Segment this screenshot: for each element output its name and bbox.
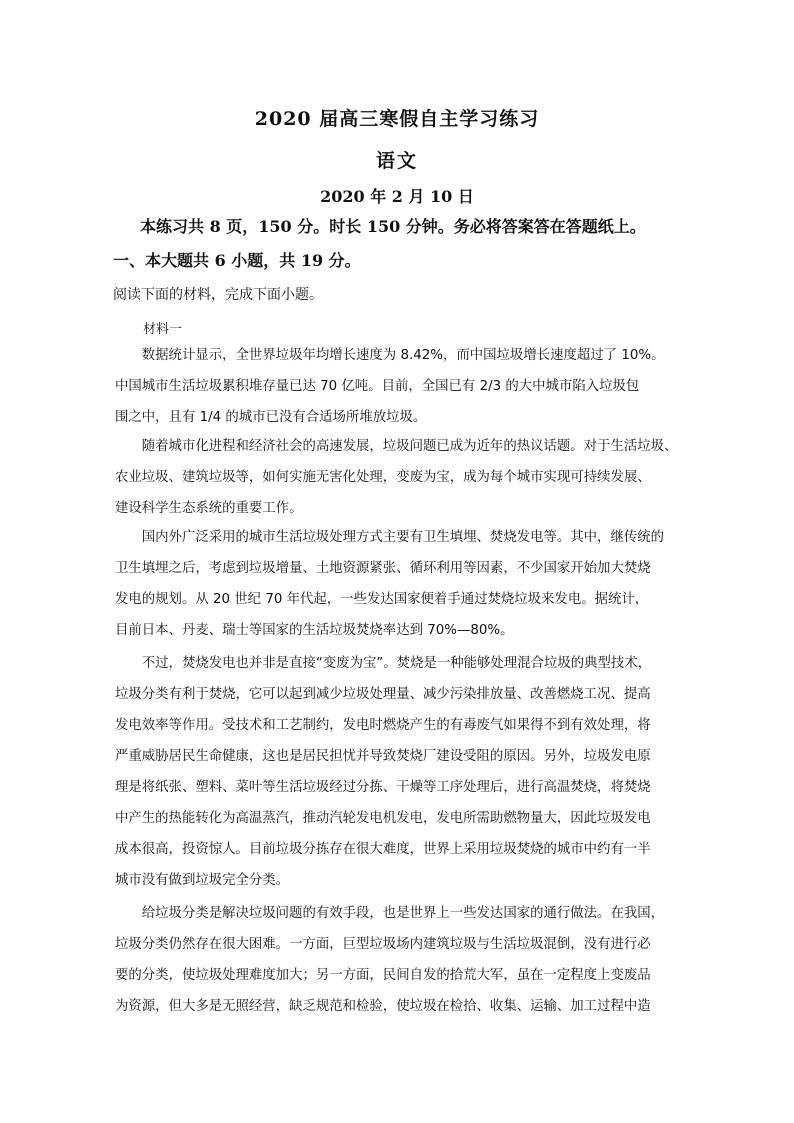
passage-line: 垃圾分类有利于焚烧，它可以起到减少垃圾处理量、减少污染排放量、改善燃烧工况、提高 <box>115 687 651 702</box>
passage-line: 卫生填埋之后，考虑到垃圾增量、土地资源紧张、循环利用等因素，不少国家开始加大焚烧 <box>115 561 651 576</box>
passage-line: 目前日本、丹麦、瑞士等国家的生活垃圾焚烧率达到 70%—80%。 <box>115 623 514 638</box>
passage-line: 城市没有做到垃圾完全分类。 <box>115 873 290 888</box>
exam-instructions: 本练习共 8 页，150 分。时长 150 分钟。务必将答案答在答题纸上。 <box>140 217 646 236</box>
document-title: 2020 届高三寒假自主学习练习 <box>254 108 540 130</box>
passage-line: 严重威胁居民生命健康，这也是居民担忧并导致焚烧厂建设受阻的原因。另外，垃圾发电原 <box>115 749 651 764</box>
passage-line: 发电的规划。从 20 世纪 70 年代起，一些发达国家便着手通过焚烧垃圾来发电。据统计， <box>115 592 649 607</box>
passage-line: 中国城市生活垃圾累积堆存量已达 70 亿吨。目前，全国已有 2/3 的大中城市陷入垃圾包 <box>115 379 640 394</box>
passage-line: 发电效率等作用。受技术和工艺制约，发电时燃烧产生的有毒废气如果得不到有效处理，将 <box>115 718 651 733</box>
passage-line: 随着城市化进程和经济社会的高速发展，垃圾问题已成为近年的热议话题。对于生活垃圾、 <box>115 439 678 454</box>
passage-line: 要的分类，使垃圾处理难度加大；另一方面，民间自发的拾荒大军，虽在一定程度上变废品 <box>115 968 651 983</box>
passage-line: 理是将纸张、塑料、菜叶等生活垃圾经过分拣、干燥等工序处理后，进行高温焚烧，将焚烧 <box>115 780 651 795</box>
passage-line: 垃圾分类仍然存在很大困难。一方面，巨型垃圾场内建筑垃圾与生活垃圾混倒，没有进行必 <box>115 937 651 952</box>
passage-line: 成本很高，投资惊人。目前垃圾分拣存在很大难度，世界上采用垃圾焚烧的城市中约有一半 <box>115 842 651 857</box>
passage-paragraph <box>115 340 685 433</box>
passage-line: 不过，焚烧发电也并非是直接“变废为宝”。焚烧是一种能够处理混合垃圾的典型技术， <box>115 656 652 671</box>
passage-paragraph <box>115 898 685 1022</box>
passage-line: 国内外广泛采用的城市生活垃圾处理方式主要有卫生填埋、焚烧发电等。其中，继传统的 <box>115 530 665 545</box>
section-heading: 一、本大题共 6 小题，共 19 分。 <box>113 251 361 270</box>
passage-line: 围之中，且有 1/4 的城市已没有合适场所堆放垃圾。 <box>115 410 427 425</box>
passage-paragraph <box>115 431 685 524</box>
material-label: 材料一 <box>143 322 183 337</box>
passage-line: 给垃圾分类是解决垃圾问题的有效手段，也是世界上一些发达国家的通行做法。在我国， <box>115 906 665 921</box>
exam-date: 2020 年 2 月 10 日 <box>320 187 474 206</box>
passage-line: 农业垃圾、建筑垃圾等，如何实施无害化处理，变废为宝，成为每个城市实现可持续发展、 <box>115 470 651 485</box>
subject-heading: 语文 <box>375 150 418 172</box>
passage-line: 数据统计显示，全世界垃圾年均增长速度为 8.42%，而中国垃圾增长速度超过了 10%。 <box>115 348 665 363</box>
passage-paragraph <box>115 522 685 646</box>
passage-line: 为资源，但大多是无照经营，缺乏规范和检验，使垃圾在检拾、收集、运输、加工过程中造 <box>115 999 651 1014</box>
reading-directions: 阅读下面的材料，完成下面小题。 <box>113 287 323 303</box>
passage-line: 中产生的热能转化为高温蒸汽，推动汽轮发电机发电，发电所需助燃物量大，因此垃圾发电 <box>115 811 651 826</box>
passage-paragraph <box>115 648 685 896</box>
passage-line: 建设科学生态系统的重要工作。 <box>115 501 303 516</box>
